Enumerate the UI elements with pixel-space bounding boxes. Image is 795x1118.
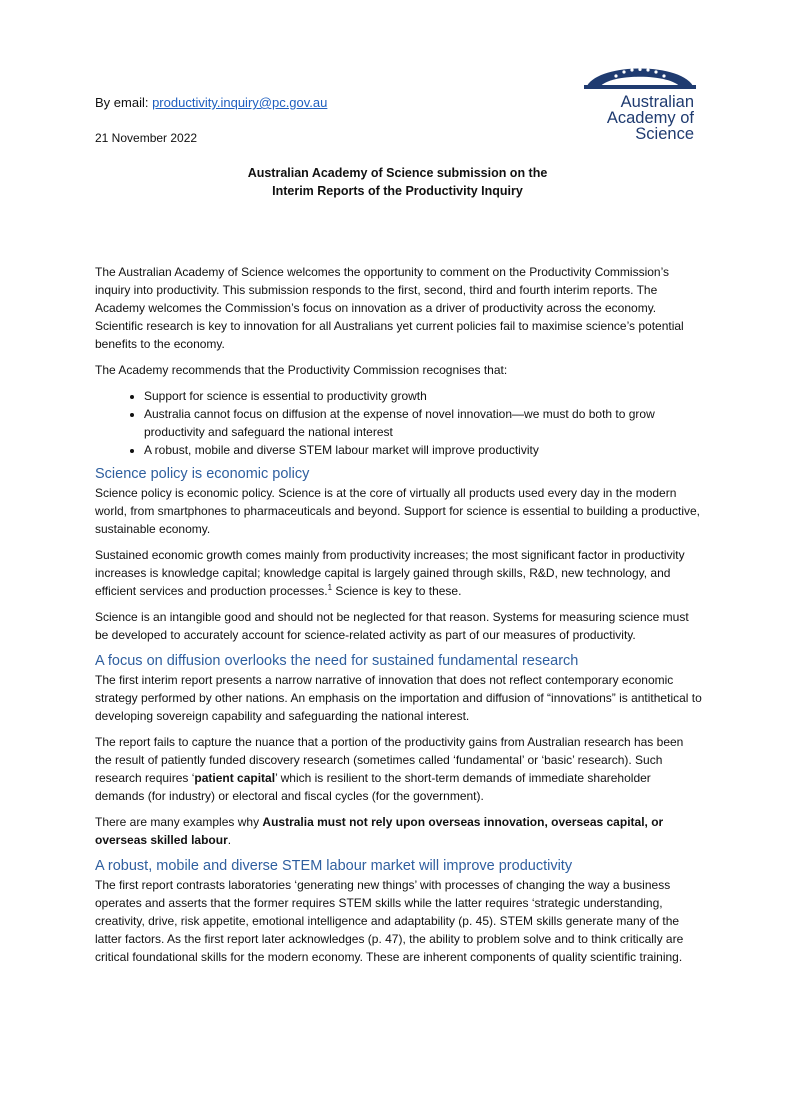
logo-line: Science [635,125,694,143]
section2-p2-text-end: ’ which is resilient to the short-term demands of immediate shareholder demands (for industry) or electoral and fiscal cycles (for the government). [95,771,651,803]
logo-line: Academy of [606,109,694,127]
recommendation-item: • Support for science is essential to productivity growth [144,387,703,405]
recommendation-list [95,387,703,459]
intro-paragraph-2: The Academy recommends that the Productivity Commission recognises that: [95,363,508,377]
section2-paragraph-3 [95,813,703,849]
recommendation-item: • A robust, mobile and diverse STEM labour market will improve productivity [144,441,703,459]
logo-line: Australian [620,93,694,111]
recommendation-item: • Australia cannot focus on diffusion at the expense of novel innovation—we must do both to grow productivity and safeguard the national interest [144,405,703,441]
section2-paragraph-2 [95,733,703,805]
section1-paragraph-3: Science is an intangible good and should not be neglected for that reason. Systems for measuring science must be developed to accurately account for science-related activity as part of our measures of productivity. [95,610,689,642]
title-line-1: Australian Academy of Science submission on the [247,166,548,180]
document-body [95,263,703,974]
dome-icon [584,56,696,90]
section2-p3-bold: Australia must not rely upon overseas innovation, overseas capital, or overseas skilled labour [95,815,664,847]
section2-p3-text: There are many examples why [95,815,263,829]
section3-paragraph-1: The first report contrasts laboratories ‘generating new things’ with processes of changing the way a business operates and asserts that the former requires STEM skills while the latter requires ‘strategic understanding, creativity, drive, risk appetite, emotional intelligence and adaptability (p. 45). STEM skills generate many of the latter factors. As the first report later acknowledges (p. 47), the ability to problem solve and to think critically are critical foundational skills for the modern economy. These are inherent components of quality scientific training. [95,878,684,964]
footnote-ref[interactable]: 1 [327,583,333,592]
academy-logo [584,56,696,142]
submission-date: 21 November 2022 [95,131,198,145]
document-title [0,164,795,200]
section1-paragraph-2 [95,546,703,600]
section1-p2-text: Sustained economic growth comes mainly from productivity increases; the most significant factor in productivity increases is knowledge capital; knowledge capital is largely gained through skills, R&D, new technology, and efficient services and production processes. [95,548,685,598]
email-link[interactable]: productivity.inquiry@pc.gov.au [152,95,328,110]
section2-p3-text-end: . [227,833,232,847]
section2-p2-bold: patient capital [194,771,276,785]
section2-p2-text: The report fails to capture the nuance that a portion of the productivity gains from Australian research has been the result of patiently funded discovery research (sometimes called ‘fundamental’ or ‘basic’ research). Such research requires ‘ [95,735,684,785]
section1-p2-text-end: Science is key to these. [332,584,462,598]
section-heading-stem-labour: A robust, mobile and diverse STEM labour market will improve productivity [95,858,573,874]
title-line-2: Interim Reports of the Productivity Inquiry [272,184,523,198]
email-prefix: By email: [95,95,153,110]
section-heading-diffusion: A focus on diffusion overlooks the need for sustained fundamental research [95,653,579,669]
section1-paragraph-1: Science policy is economic policy. Science is at the core of virtually all products used every day in the modern world, from smartphones to pharmaceuticals and beyond. Support for science is essential to building a productive, sustainable economy. [95,486,700,536]
email-line [95,95,327,110]
section2-paragraph-1: The first interim report presents a narrow narrative of innovation that does not reflect contemporary economic strategy performed by other nations. An emphasis on the importation and diffusion of “innovations” is antithetical to developing sovereign capability and safeguarding the national interest. [95,673,702,723]
section-heading-science-policy: Science policy is economic policy [95,466,310,482]
intro-paragraph-1: The Australian Academy of Science welcomes the opportunity to comment on the Productivity Commission’s inquiry into productivity. This submission responds to the first, second, third and fourth interim reports. The Academy welcomes the Commission’s focus on innovation as a driver of productivity across the economy. Scientific research is key to innovation for all Australians yet current policies fail to maximise science’s potential benefits to the economy. [95,265,684,351]
